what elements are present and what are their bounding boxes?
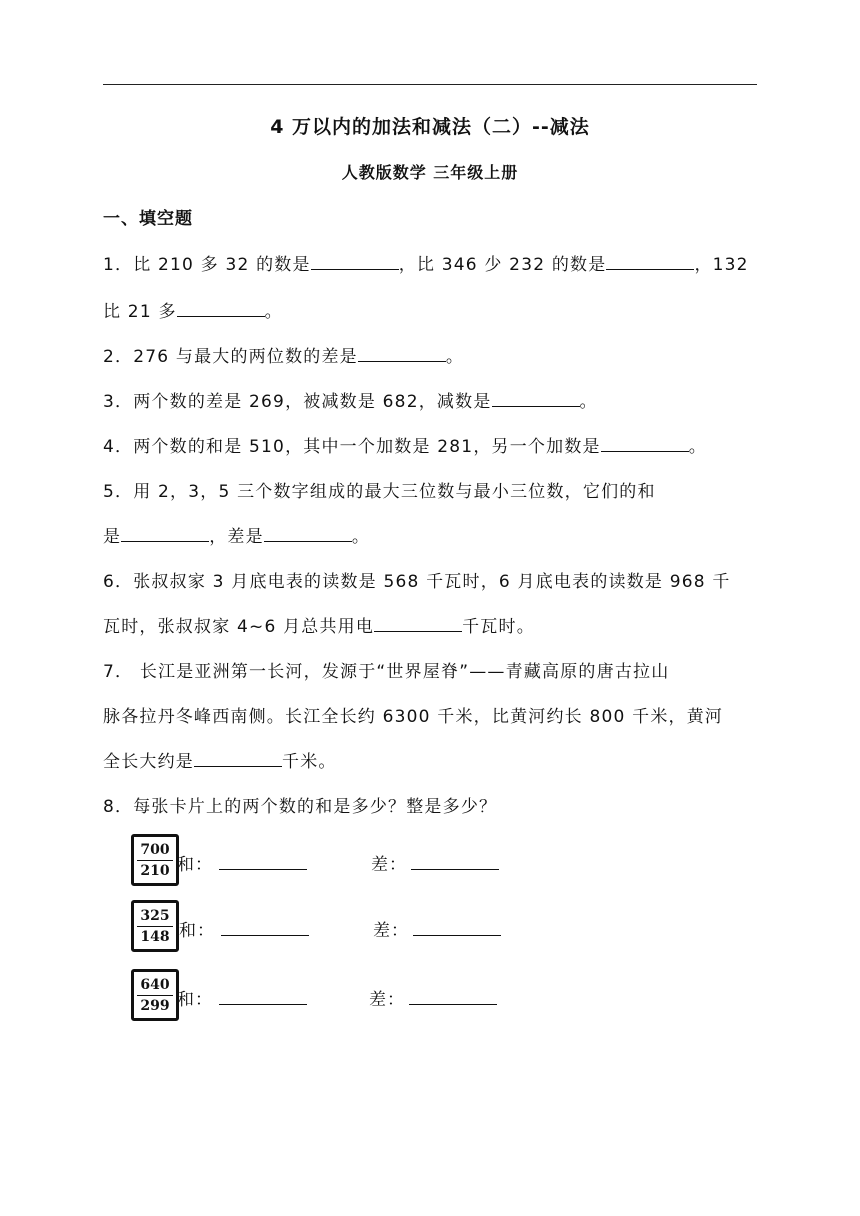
question-5-line-2: 是 ，差是 。 xyxy=(103,527,371,547)
number-card: 325 148 xyxy=(131,900,179,952)
question-3: 3．两个数的差是 269，被减数是 682，减数是 。 xyxy=(103,392,598,412)
difference-answer-blank[interactable] xyxy=(409,988,497,1005)
sum-answer-blank[interactable] xyxy=(219,853,307,870)
answer-blank[interactable] xyxy=(492,390,580,407)
question-1-line-2: 比 21 多 。 xyxy=(103,302,283,322)
question-2: 2．276 与最大的两位数的差是 。 xyxy=(103,347,465,367)
question-7-line-2: 脉各拉丹冬峰西南侧。长江全长约 6300 千米，比黄河约长 800 千米，黄河 xyxy=(103,707,724,727)
answer-blank[interactable] xyxy=(264,525,352,542)
answer-blank[interactable] xyxy=(121,525,209,542)
question-7-line-1: 7． 长江是亚洲第一长河，发源于“世界屋脊”——青藏高原的唐古拉山 xyxy=(103,662,670,682)
page-title: 4 万以内的加法和减法（二）--减法 xyxy=(270,116,590,138)
sum-label: 和： xyxy=(179,916,309,941)
difference-label: 差： xyxy=(373,916,501,941)
difference-answer-blank[interactable] xyxy=(411,853,499,870)
question-5-line-1: 5．用 2，3，5 三个数字组成的最大三位数与最小三位数，它们的和 xyxy=(103,482,656,502)
answer-blank[interactable] xyxy=(601,435,689,452)
question-6-line-2: 瓦时，张叔叔家 4~6 月总共用电 千瓦时。 xyxy=(103,617,535,637)
header-rule xyxy=(103,84,757,85)
answer-blank[interactable] xyxy=(311,253,399,270)
difference-answer-blank[interactable] xyxy=(413,919,501,936)
sum-answer-blank[interactable] xyxy=(219,988,307,1005)
answer-blank[interactable] xyxy=(374,615,462,632)
answer-blank[interactable] xyxy=(177,300,265,317)
section-heading: 一、填空题 xyxy=(103,209,193,229)
answer-blank[interactable] xyxy=(358,345,446,362)
sum-answer-blank[interactable] xyxy=(221,919,309,936)
answer-blank[interactable] xyxy=(194,750,282,767)
question-7-line-3: 全长大约是 千米。 xyxy=(103,752,337,772)
difference-label: 差： xyxy=(371,850,499,875)
question-6-line-1: 6．张叔叔家 3 月底电表的读数是 568 千瓦时，6 月底电表的读数是 968 千 xyxy=(103,572,731,592)
number-card: 700 210 xyxy=(131,834,179,886)
sum-label: 和： xyxy=(177,850,307,875)
question-8: 8．每张卡片上的两个数的和是多少？整是多少？ xyxy=(103,797,498,817)
difference-label: 差： xyxy=(369,985,497,1010)
answer-blank[interactable] xyxy=(606,253,694,270)
sum-label: 和： xyxy=(177,985,307,1010)
question-4: 4．两个数的和是 510，其中一个加数是 281，另一个加数是 。 xyxy=(103,437,707,457)
page-subtitle: 人教版数学 三年级上册 xyxy=(341,163,519,182)
number-card: 640 299 xyxy=(131,969,179,1021)
question-1-line-1: 1．比 210 多 32 的数是 ，比 346 少 232 的数是 ，132 xyxy=(103,255,749,275)
